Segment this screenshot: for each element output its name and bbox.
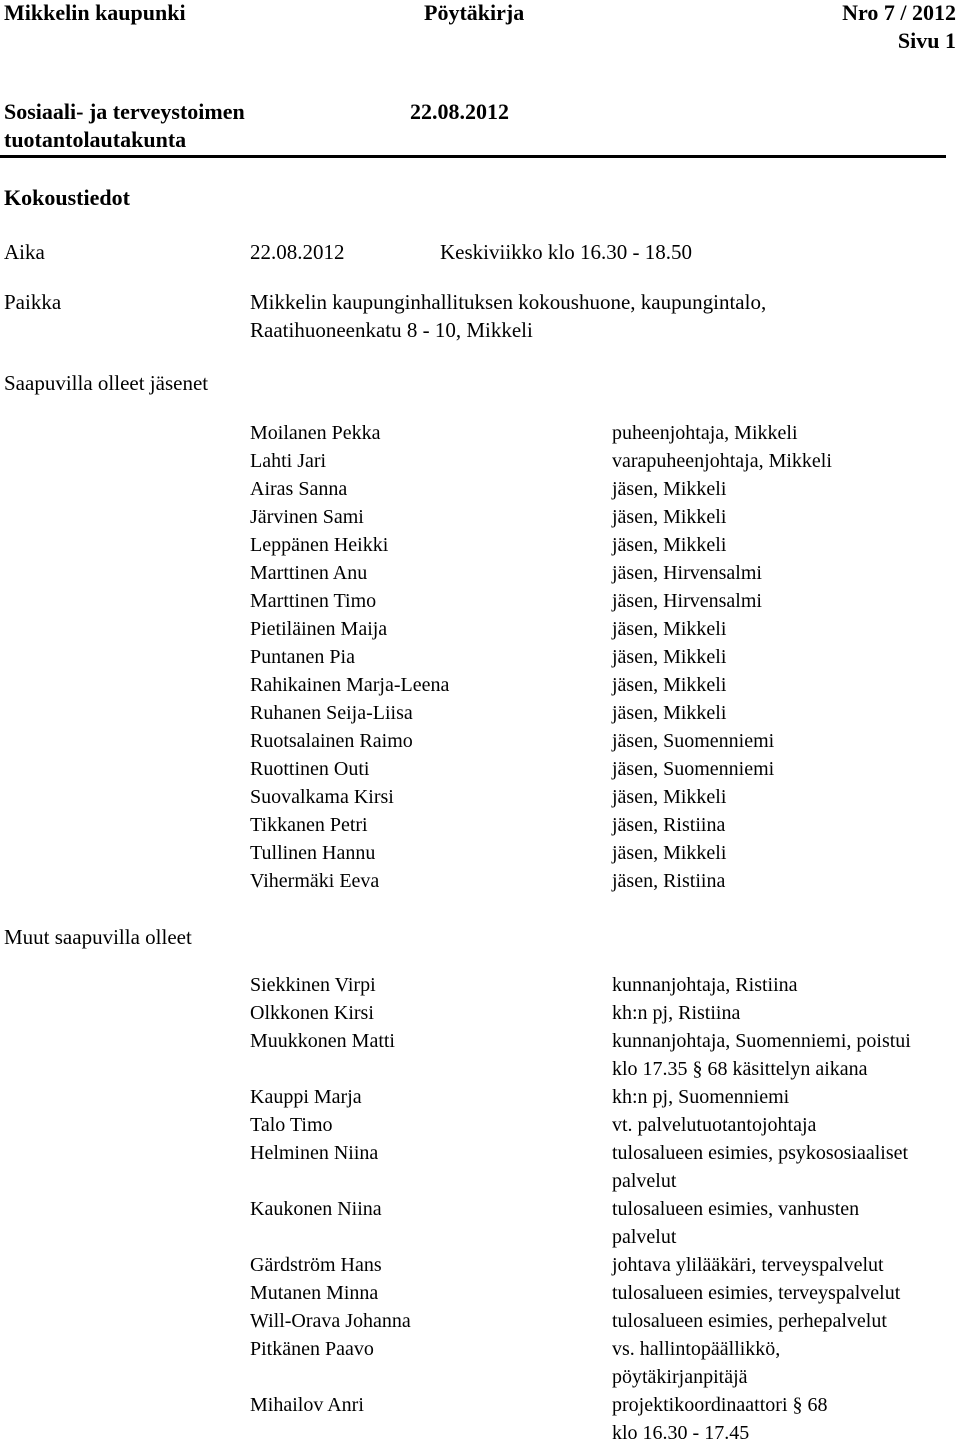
member-name: Tullinen Hannu bbox=[250, 842, 376, 864]
attendee-name: Siekkinen Virpi bbox=[250, 974, 376, 996]
member-name: Moilanen Pekka bbox=[250, 422, 381, 444]
member-role: jäsen, Suomenniemi bbox=[612, 758, 775, 780]
attendee-name: Kaukonen Niina bbox=[250, 1198, 382, 1220]
attendee-role: vs. hallintopäällikkö, bbox=[612, 1338, 781, 1360]
attendee-role: kunnanjohtaja, Ristiina bbox=[612, 974, 798, 996]
aika-label: Aika bbox=[4, 240, 45, 264]
attendee-name: Kauppi Marja bbox=[250, 1086, 362, 1108]
member-role: jäsen, Mikkeli bbox=[612, 646, 727, 668]
member-role: jäsen, Ristiina bbox=[612, 814, 726, 836]
member-name: Marttinen Timo bbox=[250, 590, 377, 612]
section-title: Kokoustiedot bbox=[4, 185, 130, 210]
paikka-line1: Mikkelin kaupunginhallituksen kokoushuone, kaupungintalo, bbox=[250, 290, 767, 314]
page-number: Sivu 1 bbox=[897, 28, 956, 53]
attendee-role-continued: klo 17.35 § 68 käsittelyn aikana bbox=[612, 1058, 868, 1080]
paikka-line2: Raatihuoneenkatu 8 - 10, Mikkeli bbox=[250, 318, 533, 342]
attendee-role-continued: palvelut bbox=[612, 1170, 677, 1192]
member-name: Lahti Jari bbox=[250, 450, 327, 472]
member-name: Vihermäki Eeva bbox=[250, 870, 380, 892]
board-name-line1: Sosiaali- ja terveystoimen bbox=[4, 99, 245, 124]
member-name: Suovalkama Kirsi bbox=[250, 786, 394, 808]
member-name: Järvinen Sami bbox=[250, 506, 364, 528]
member-name: Ruottinen Outi bbox=[250, 758, 370, 780]
member-role: jäsen, Mikkeli bbox=[612, 478, 727, 500]
attendee-name: Helminen Niina bbox=[250, 1142, 379, 1164]
member-name: Ruhanen Seija-Liisa bbox=[250, 702, 413, 724]
member-name: Airas Sanna bbox=[250, 478, 348, 500]
attendee-role-continued: palvelut bbox=[612, 1226, 677, 1248]
aika-date: 22.08.2012 bbox=[250, 240, 345, 264]
attendee-name: Will-Orava Johanna bbox=[250, 1310, 411, 1332]
member-role: jäsen, Mikkeli bbox=[612, 618, 727, 640]
attendee-name: Talo Timo bbox=[250, 1114, 333, 1136]
organization-name: Mikkelin kaupunki bbox=[4, 0, 186, 25]
attendee-role: kh:n pj, Suomenniemi bbox=[612, 1086, 790, 1108]
member-name: Tikkanen Petri bbox=[250, 814, 368, 836]
document-type: Pöytäkirja bbox=[424, 0, 525, 25]
member-role: jäsen, Ristiina bbox=[612, 870, 726, 892]
member-role: puheenjohtaja, Mikkeli bbox=[612, 422, 798, 444]
member-role: jäsen, Hirvensalmi bbox=[612, 590, 762, 612]
attendee-role: projektikoordinaattori § 68 bbox=[612, 1394, 828, 1416]
member-role: jäsen, Mikkeli bbox=[612, 534, 727, 556]
member-role: jäsen, Mikkeli bbox=[612, 842, 727, 864]
attendee-name: Olkkonen Kirsi bbox=[250, 1002, 374, 1024]
attendee-name: Mutanen Minna bbox=[250, 1282, 379, 1304]
member-role: jäsen, Mikkeli bbox=[612, 674, 727, 696]
attendee-role: tulosalueen esimies, terveyspalvelut bbox=[612, 1282, 901, 1304]
member-name: Pietiläinen Maija bbox=[250, 618, 388, 640]
attendee-role: tulosalueen esimies, vanhusten bbox=[612, 1198, 860, 1220]
attendee-role-continued: klo 16.30 - 17.45 bbox=[612, 1422, 750, 1444]
attendee-name: Muukkonen Matti bbox=[250, 1030, 395, 1052]
attendee-role: tulosalueen esimies, psykososiaaliset bbox=[612, 1142, 909, 1164]
attendee-role: tulosalueen esimies, perhepalvelut bbox=[612, 1310, 887, 1332]
member-role: varapuheenjohtaja, Mikkeli bbox=[612, 450, 832, 472]
member-name: Rahikainen Marja-Leena bbox=[250, 674, 450, 696]
member-name: Leppänen Heikki bbox=[250, 534, 389, 556]
attendee-role: johtava ylilääkäri, terveyspalvelut bbox=[612, 1254, 884, 1276]
attendee-name: Pitkänen Paavo bbox=[250, 1338, 374, 1360]
attendee-name: Gärdström Hans bbox=[250, 1254, 382, 1276]
member-role: jäsen, Mikkeli bbox=[612, 506, 727, 528]
member-role: jäsen, Mikkeli bbox=[612, 786, 727, 808]
member-role: jäsen, Suomenniemi bbox=[612, 730, 775, 752]
header-divider bbox=[0, 155, 946, 158]
member-name: Marttinen Anu bbox=[250, 562, 368, 584]
member-role: jäsen, Mikkeli bbox=[612, 702, 727, 724]
board-name-line2: tuotantolautakunta bbox=[4, 127, 187, 152]
meeting-date: 22.08.2012 bbox=[410, 99, 509, 124]
aika-time: Keskiviikko klo 16.30 - 18.50 bbox=[440, 240, 692, 264]
member-name: Puntanen Pia bbox=[250, 646, 355, 668]
document-number: Nro 7 / 2012 bbox=[842, 0, 956, 25]
paikka-label: Paikka bbox=[4, 290, 62, 314]
others-label: Muut saapuvilla olleet bbox=[4, 925, 192, 949]
member-role: jäsen, Hirvensalmi bbox=[612, 562, 762, 584]
attendee-role: kh:n pj, Ristiina bbox=[612, 1002, 741, 1024]
attendee-role: vt. palvelutuotantojohtaja bbox=[612, 1114, 817, 1136]
attendee-role-continued: pöytäkirjanpitäjä bbox=[612, 1366, 748, 1388]
members-label: Saapuvilla olleet jäsenet bbox=[4, 371, 209, 395]
attendee-name: Mihailov Anri bbox=[250, 1394, 364, 1416]
member-name: Ruotsalainen Raimo bbox=[250, 730, 413, 752]
attendee-role: kunnanjohtaja, Suomenniemi, poistui bbox=[612, 1030, 911, 1052]
